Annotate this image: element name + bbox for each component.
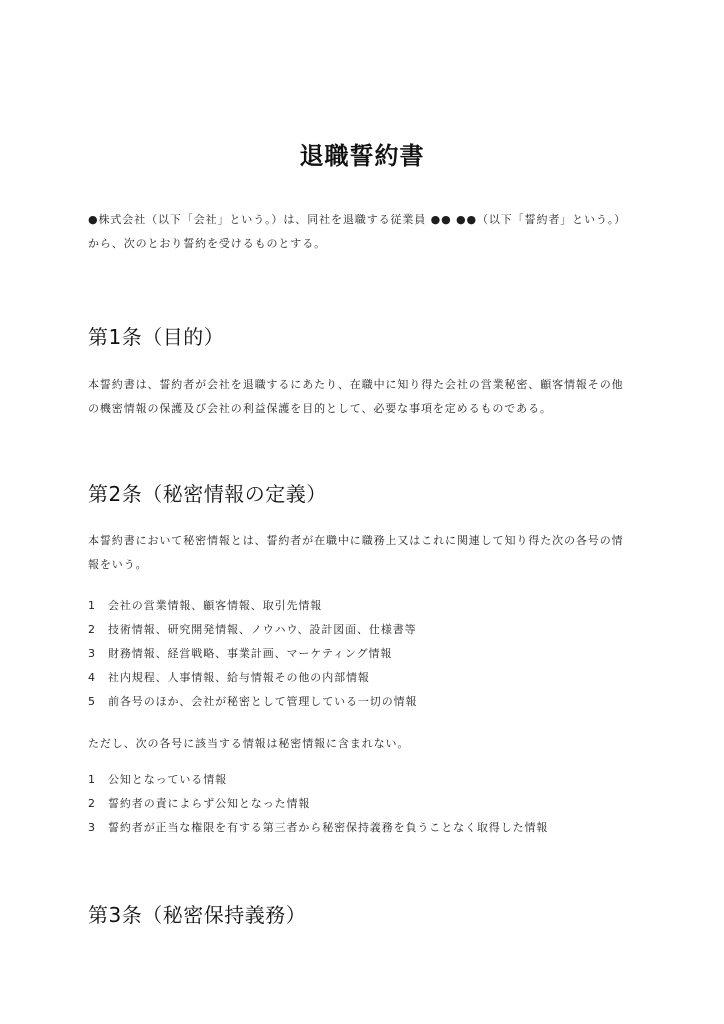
list-item	[88, 816, 648, 840]
list-item	[88, 618, 648, 642]
item-text: 会社の営業情報、顧客情報、取引先情報	[108, 599, 323, 612]
list-item	[88, 594, 648, 618]
list-item	[88, 666, 648, 690]
article-2-line-2: 報をいう。	[88, 558, 148, 571]
secret-info-list	[88, 594, 648, 714]
intro-line-1: ●株式会社（以下「会社」という。）は、同社を退職する従業員 ●● ●●（以下「誓約者」という。）	[88, 213, 627, 226]
item-number: 5	[88, 695, 96, 708]
list-item	[88, 642, 648, 666]
item-text: 誓約者の責によらず公知となった情報	[108, 797, 311, 810]
article-2-heading: 第2条（秘密情報の定義）	[88, 482, 327, 506]
item-text: 技術情報、研究開発情報、ノウハウ、設計図面、仕様書等	[108, 623, 417, 636]
list-item	[88, 792, 648, 816]
exception-text: ただし、次の各号に該当する情報は秘密情報に含まれない。	[88, 737, 410, 750]
article-1-line-2: の機密情報の保護及び会社の利益保護を目的として、必要な事項を定めるものである。	[88, 402, 552, 415]
item-number: 4	[88, 671, 96, 684]
item-number: 2	[88, 623, 96, 636]
list-item	[88, 690, 648, 714]
exception-list	[88, 768, 648, 840]
article-2-line-1: 本誓約書において秘密情報とは、誓約者が在職中に職務上又はこれに関連して知り得た次の各号の情	[88, 534, 624, 547]
document-title: 退職誓約書	[299, 142, 425, 171]
intro-line-2: から、次のとおり誓約を受けるものとする。	[88, 237, 326, 250]
item-number: 3	[88, 821, 96, 834]
article-3-heading: 第3条（秘密保持義務）	[88, 903, 307, 927]
item-number: 3	[88, 647, 96, 660]
item-number: 1	[88, 599, 96, 612]
item-number: 1	[88, 773, 96, 786]
article-1-heading: 第1条（目的）	[88, 325, 225, 349]
item-text: 前各号のほか、会社が秘密として管理している一切の情報	[108, 695, 418, 708]
article-1-line-1: 本誓約書は、誓約者が会社を退職するにあたり、在職中に知り得た会社の営業秘密、顧客情報その他	[88, 378, 624, 391]
item-text: 公知となっている情報	[108, 773, 227, 786]
item-number: 2	[88, 797, 96, 810]
item-text: 財務情報、経営戦略、事業計画、マーケティング情報	[108, 647, 393, 660]
list-item	[88, 768, 648, 792]
item-text: 社内規程、人事情報、給与情報その他の内部情報	[108, 671, 370, 684]
item-text: 誓約者が正当な権限を有する第三者から秘密保持義務を負うことなく取得した情報	[108, 821, 549, 834]
